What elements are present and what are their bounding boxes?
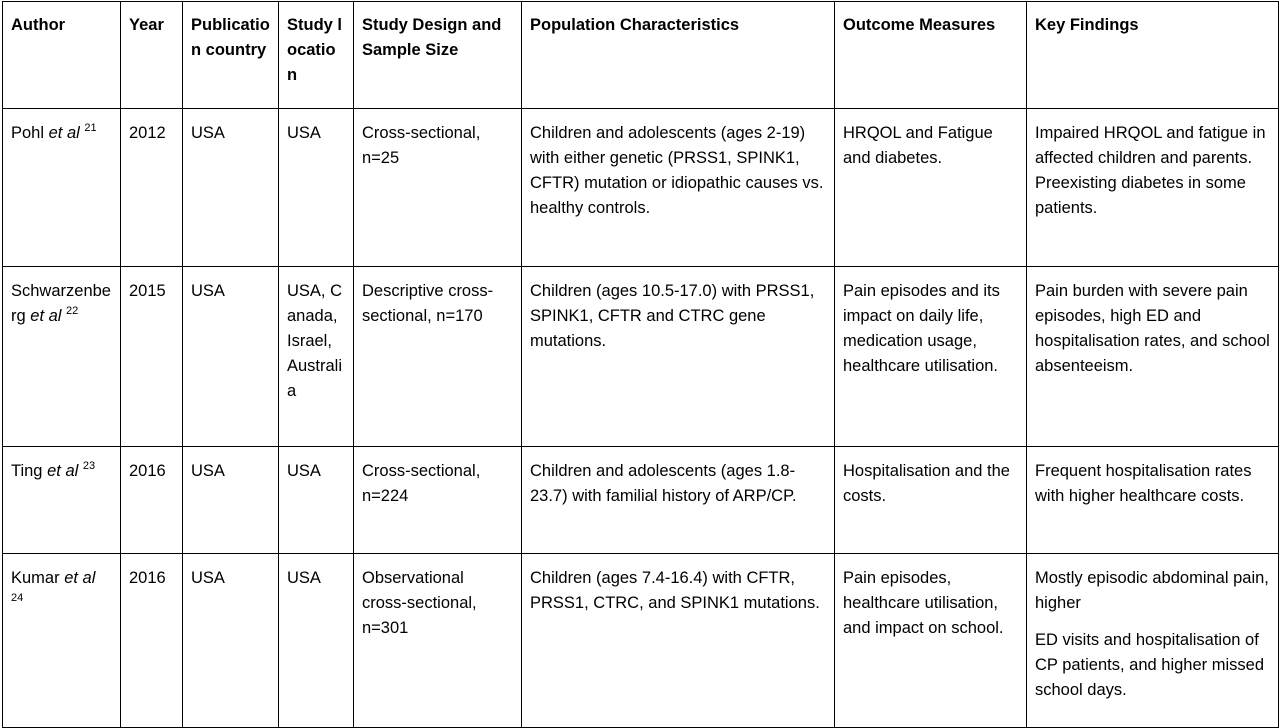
- table-row: [3, 109, 1279, 267]
- author-cell: [3, 109, 121, 267]
- population-cell: Children (ages 7.4-16.4) with CFTR, PRSS1, CTRC, and SPINK1 mutations.: [522, 554, 835, 728]
- header-population: Population Characteristics: [522, 2, 835, 109]
- header-row: [3, 2, 1279, 109]
- outcome-cell: Pain episodes, healthcare utilisation, and impact on school.: [835, 554, 1027, 728]
- header-outcome: Outcome Measures: [835, 2, 1027, 109]
- author-cell: [3, 447, 121, 554]
- population-cell: Children and adolescents (ages 2-19) with either genetic (PRSS1, SPINK1, CFTR) mutation or idiopathic causes vs. healthy controls.: [522, 109, 835, 267]
- reference-number: 23: [82, 460, 96, 472]
- study-location-cell: USA, Canada, Israel, Australia: [279, 267, 354, 447]
- header-study-location: Study location: [279, 2, 354, 109]
- year-cell: 2012: [121, 109, 183, 267]
- table-row: [3, 267, 1279, 447]
- header-author: Author: [3, 2, 121, 109]
- author-cell: [3, 554, 121, 728]
- author-name: Schwarzenberg: [11, 282, 111, 325]
- outcome-cell: Hospitalisation and the costs.: [835, 447, 1027, 554]
- study-design-cell: Cross-sectional, n=224: [354, 447, 522, 554]
- study-design-cell: Observational cross-sectional, n=301: [354, 554, 522, 728]
- findings-cell: Impaired HRQOL and fatigue in affected children and parents. Preexisting diabetes in some patients.: [1027, 109, 1279, 267]
- author-name: Pohl: [11, 124, 45, 142]
- studies-table: [2, 1, 1279, 728]
- year-cell: 2016: [121, 447, 183, 554]
- findings-cell: Pain burden with severe pain episodes, high ED and hospitalisation rates, and school absenteeism.: [1027, 267, 1279, 447]
- author-name: Kumar: [11, 569, 60, 587]
- reference-number: 24: [11, 592, 24, 604]
- author-name: Ting: [11, 462, 43, 480]
- findings-cell: [1027, 554, 1279, 728]
- author-etal: et al: [64, 569, 96, 587]
- author-etal: et al: [47, 462, 79, 480]
- publication-country-cell: USA: [183, 554, 279, 728]
- findings-paragraph-2: ED visits and hospitalisation of CP patients, and higher missed school days.: [1035, 631, 1264, 699]
- study-location-cell: USA: [279, 447, 354, 554]
- outcome-cell: Pain episodes and its impact on daily life, medication usage, healthcare utilisation.: [835, 267, 1027, 447]
- publication-country-cell: USA: [183, 109, 279, 267]
- header-findings: Key Findings: [1027, 2, 1279, 109]
- findings-cell: Frequent hospitalisation rates with higher healthcare costs.: [1027, 447, 1279, 554]
- year-cell: 2016: [121, 554, 183, 728]
- study-location-cell: USA: [279, 109, 354, 267]
- author-cell: [3, 267, 121, 447]
- header-year: Year: [121, 2, 183, 109]
- population-cell: Children and adolescents (ages 1.8-23.7) with familial history of ARP/CP.: [522, 447, 835, 554]
- header-publication-country: Publication country: [183, 2, 279, 109]
- header-study-design: Study Design and Sample Size: [354, 2, 522, 109]
- year-cell: 2015: [121, 267, 183, 447]
- reference-number: 21: [84, 122, 97, 134]
- study-location-cell: USA: [279, 554, 354, 728]
- study-design-cell: Cross-sectional, n=25: [354, 109, 522, 267]
- reference-number: 22: [66, 305, 79, 317]
- findings-paragraph-1: Mostly episodic abdominal pain, higher: [1035, 569, 1269, 612]
- author-etal: et al: [30, 307, 62, 325]
- table-row: [3, 554, 1279, 728]
- publication-country-cell: USA: [183, 447, 279, 554]
- study-design-cell: Descriptive cross-sectional, n=170: [354, 267, 522, 447]
- publication-country-cell: USA: [183, 267, 279, 447]
- author-etal: et al: [48, 124, 80, 142]
- outcome-cell: HRQOL and Fatigue and diabetes.: [835, 109, 1027, 267]
- table-row: [3, 447, 1279, 554]
- population-cell: Children (ages 10.5-17.0) with PRSS1, SPINK1, CFTR and CTRC gene mutations.: [522, 267, 835, 447]
